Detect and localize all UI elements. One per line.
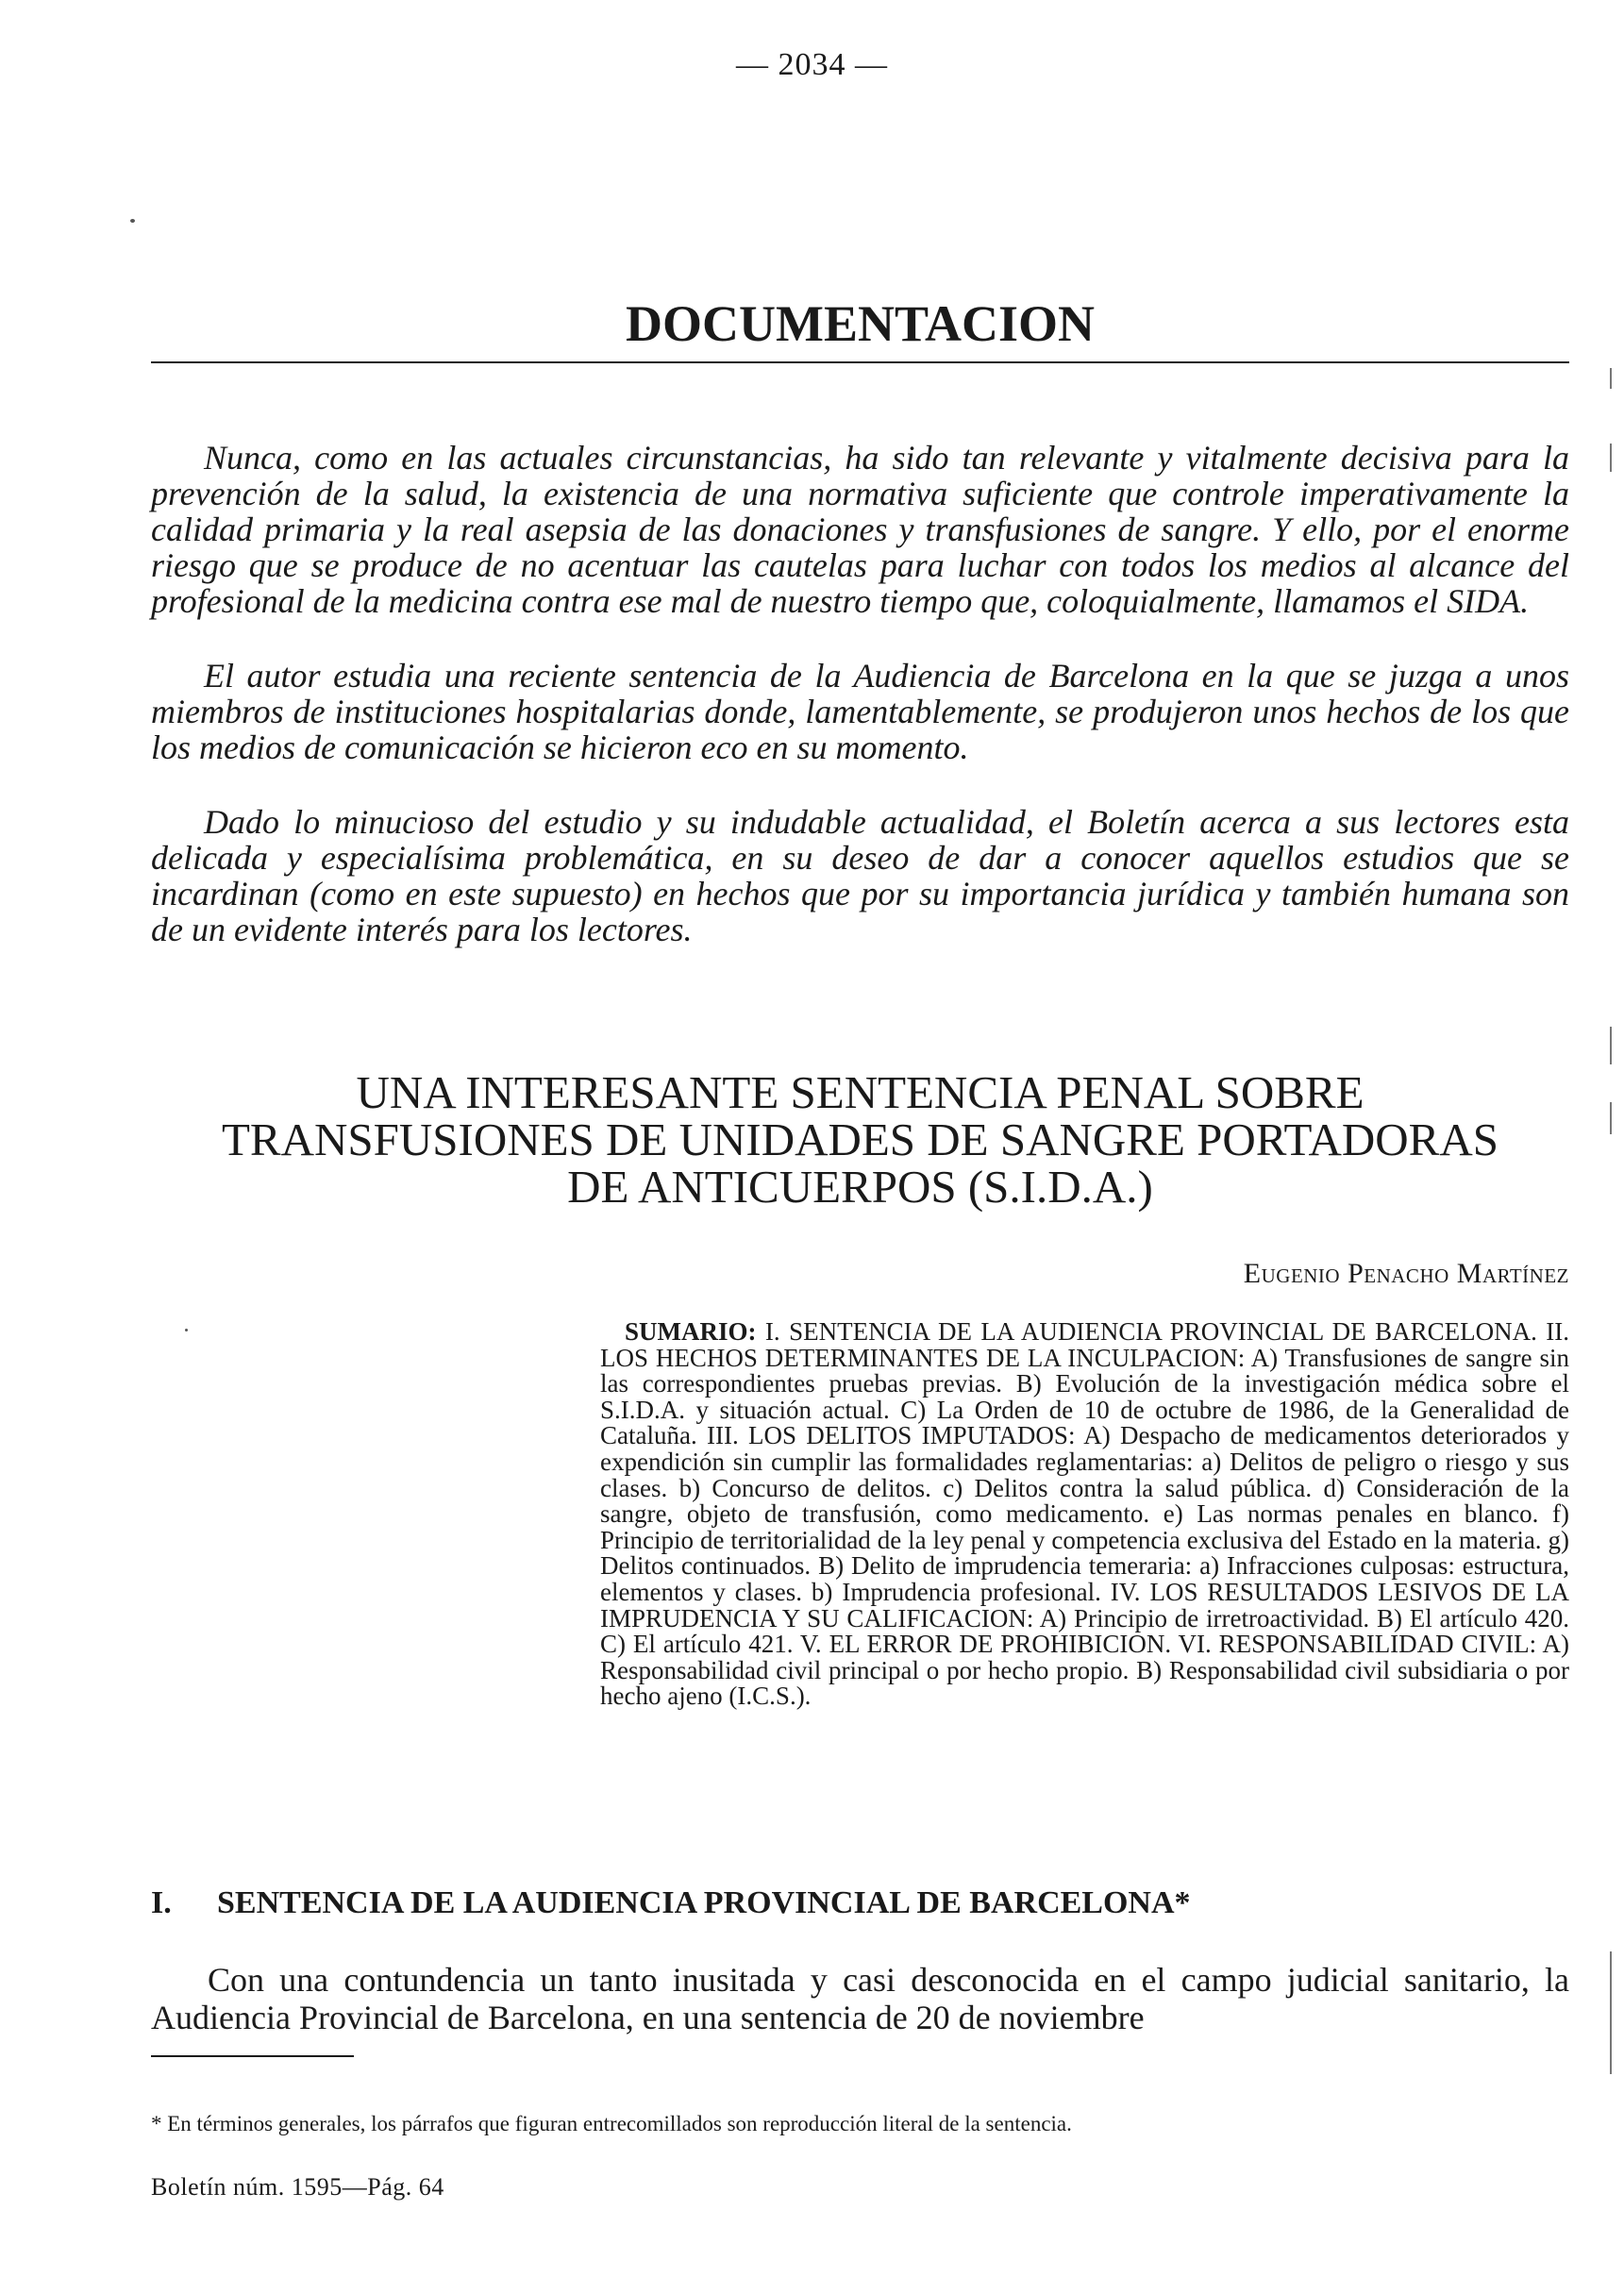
intro-block <box>151 440 1569 986</box>
scan-edge-mark <box>1610 444 1612 472</box>
summary-text: I. SENTENCIA DE LA AUDIENCIA PROVINCIAL DE BARCELONA. II. LOS HECHOS DETERMINANTES DE LA INCULPACION: A) Transfusiones de sangre sin las correspondientes pruebas previas. B) Evolución de la investigación médica sobre el S.I.D.A. y situación actual. C) La Orden de 10 de octubre de 1986, de la Generalidad de Cataluña. III. LOS DELITOS IMPUTADOS: A) Despacho de medicamentos deteriorados y expendición sin cumplir las formalidades reglamentarias: a) Delitos de peligro o riesgo y sus clases. b) Concurso de delitos. c) Delitos contra la salud pública. d) Consideración de la sangre, objeto de transfusión, como medicamento. e) Las normas penales en blanco. f) Principio de territorialidad de la ley penal y competencia exclusiva del Estado en la materia. g) Delitos continuados. B) Delito de imprudencia temeraria: a) Infracciones culposas: estructura, elementos y clases. b) Imprudencia profesional. IV. LOS RESULTADOS LESIVOS DE LA IMPRUDENCIA Y SU CALIFICACION: A) Principio de irretroactividad. B) El artículo 420. C) El artículo 421. V. EL ERROR DE PROHIBICION. VI. RESPONSABILIDAD CIVIL: A) Responsabilidad civil principal o por hecho propio. B) Responsabilidad civil subsidiaria o por hecho ajeno (I.C.S.). <box>600 1317 1569 1711</box>
footer-reference: Boletín núm. 1595—Pág. 64 <box>151 2173 444 2201</box>
intro-paragraph: Dado lo minucioso del estudio y su indudable actualidad, el Boletín acerca a sus lectores esta delicada y especialísima problemática, en su deseo de dar a conocer aquellos estudios que se incardinan (como en este supuesto) en hechos que por su importancia jurídica y también humana son de un evidente interés para los lectores. <box>151 803 1569 948</box>
heading-rule <box>151 361 1569 363</box>
scan-speck <box>185 1329 188 1331</box>
article-title-line: UNA INTERESANTE SENTENCIA PENAL SOBRE <box>356 1066 1364 1118</box>
intro-paragraph: El autor estudia una reciente sentencia de la Audiencia de Barcelona en la que se juzga a unos miembros de instituciones hospitalarias donde, lamentablemente, se produjeron unos hechos de los que los medios de comunicación se hicieron eco en su momento. <box>151 657 1569 766</box>
body-paragraph: Con una contundencia un tanto inusitada y casi desconocida en el campo judicial sanitario, la Audiencia Provincial de Barcelona, en una sentencia de 20 de noviembre <box>151 1961 1569 2036</box>
scan-edge-mark <box>1610 1027 1612 1064</box>
summary-label: SUMARIO: <box>625 1317 757 1346</box>
page-number: — 2034 — <box>736 47 888 82</box>
section-heading: DOCUMENTACION <box>626 295 1095 352</box>
footnote-rule <box>151 2055 354 2057</box>
scan-speck <box>130 219 135 223</box>
author-name: Eugenio Penacho Martínez <box>1243 1258 1569 1289</box>
article-title-line: TRANSFUSIONES DE UNIDADES DE SANGRE PORTADORAS <box>221 1113 1498 1165</box>
chapter-title: SENTENCIA DE LA AUDIENCIA PROVINCIAL DE BARCELONA* <box>217 1885 1191 1920</box>
intro-paragraph: Nunca, como en las actuales circunstancias, ha sido tan relevante y vitalmente decisiva para la prevención de la salud, la existencia de una normativa suficiente que controle imperativamente la calidad primaria y la real asepsia de las donaciones y transfusiones de sangre. Y ello, por el enorme riesgo que se produce de no acentuar las cautelas para luchar con todos los medios al alcance del profesional de la medicina contra ese mal de nuestro tiempo que, coloquialmente, llamamos el SIDA. <box>151 439 1569 620</box>
article-title-line: DE ANTICUERPOS (S.I.D.A.) <box>567 1161 1153 1213</box>
chapter-number: I. <box>151 1885 172 1920</box>
scan-edge-mark <box>1610 1102 1612 1134</box>
scan-edge-mark <box>1610 368 1612 389</box>
summary <box>600 1319 1569 1710</box>
scan-edge-mark <box>1610 1951 1612 2074</box>
article-title <box>151 1066 1569 1213</box>
footnote: * En términos generales, los párrafos que figuran entrecomillados son reproducción literal de la sentencia. <box>151 2112 1072 2135</box>
chapter-heading <box>151 1885 1569 1921</box>
